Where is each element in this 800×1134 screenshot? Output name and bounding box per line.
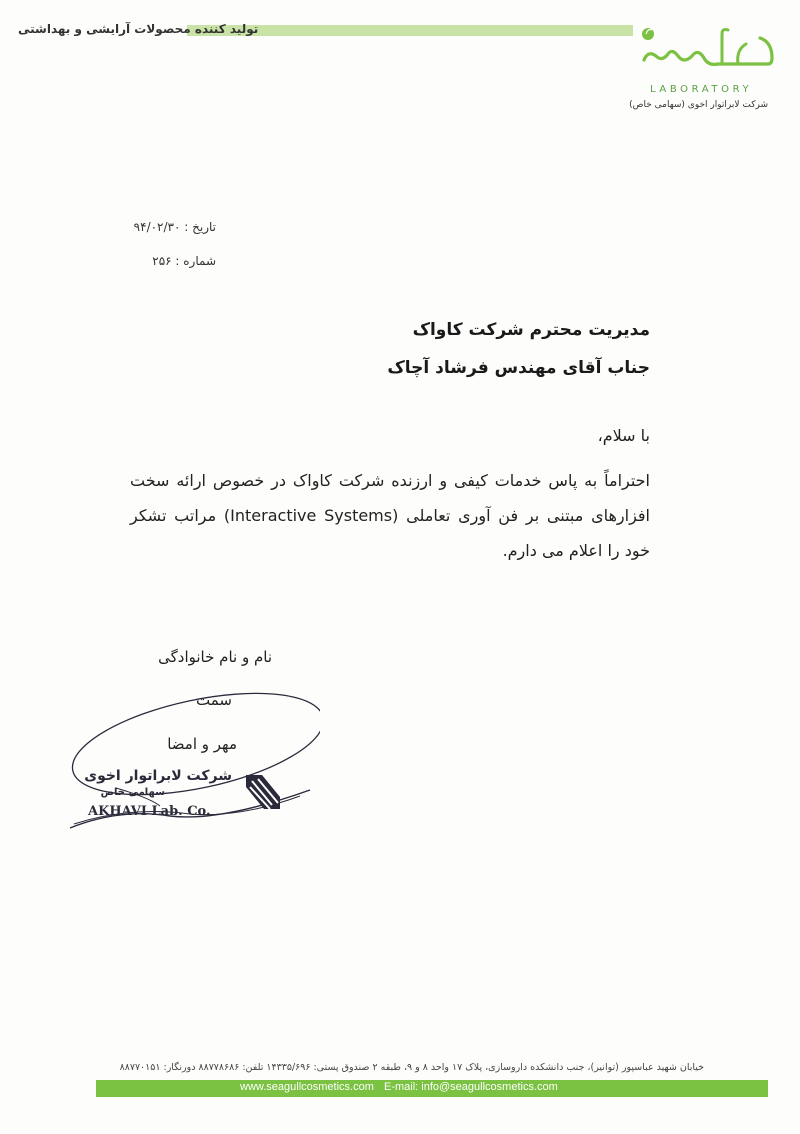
signature-position-label: سمت (196, 691, 232, 709)
header-tagline: تولید کننده محصولات آرایشی و بهداشتی (18, 22, 259, 36)
footer-email-link[interactable]: E-mail: info@seagullcosmetics.com (384, 1081, 558, 1093)
greeting: با سلام، (597, 426, 650, 445)
stamp-logo-icon (242, 771, 284, 813)
footer-website-link[interactable]: www.seagullcosmetics.com (240, 1081, 374, 1093)
signature-name-label: نام و نام خانوادگی (158, 648, 272, 666)
logo-wordmark-graphic (638, 20, 776, 80)
recipient-person: جناب آقای مهندس فرشاد آچاک (387, 358, 650, 378)
stamp-company-fa: شرکت لابراتوار اخوی (84, 768, 232, 784)
letter-body: احتراماً به پاس خدمات کیفی و ارزنده شرکت کاواک در خصوص ارائه سخت افزارهای مبتنی بر فن آوری تعاملی (Interactive Systems) مراتب تشکر خود را اعلام می دارم. (130, 471, 650, 560)
footer-address: خیابان شهید عباسپور (توانیر)، جنب دانشکده داروسازی، پلاک ۱۷ واحد ۸ و ۹، طبقه ۲ صندوق پستی: ۱۴۳۳۵/۶۹۶ تلفن: ۸۸۷۷۸۶۸۶ دورنگار: ۸۸۷۷۰۱۵۱ (119, 1062, 704, 1073)
letter-date: تاریخ : ۹۴/۰۲/۳۰ (133, 220, 216, 234)
recipient-company: مدیریت محترم شرکت کاواک (412, 320, 650, 340)
company-logo (629, 14, 776, 110)
logo-subtitle: LABORATORY (650, 84, 753, 95)
letter-number: شماره : ۲۵۶ (152, 254, 216, 268)
company-name: شرکت لابراتوار اخوی (سهامی خاص) (629, 100, 768, 110)
stamp-type-fa: سهامی خاص (100, 787, 165, 798)
signature-stamp-label: مهر و امضا (167, 735, 237, 753)
stamp-company-en: AKHAVI Lab. Co. (88, 804, 211, 819)
